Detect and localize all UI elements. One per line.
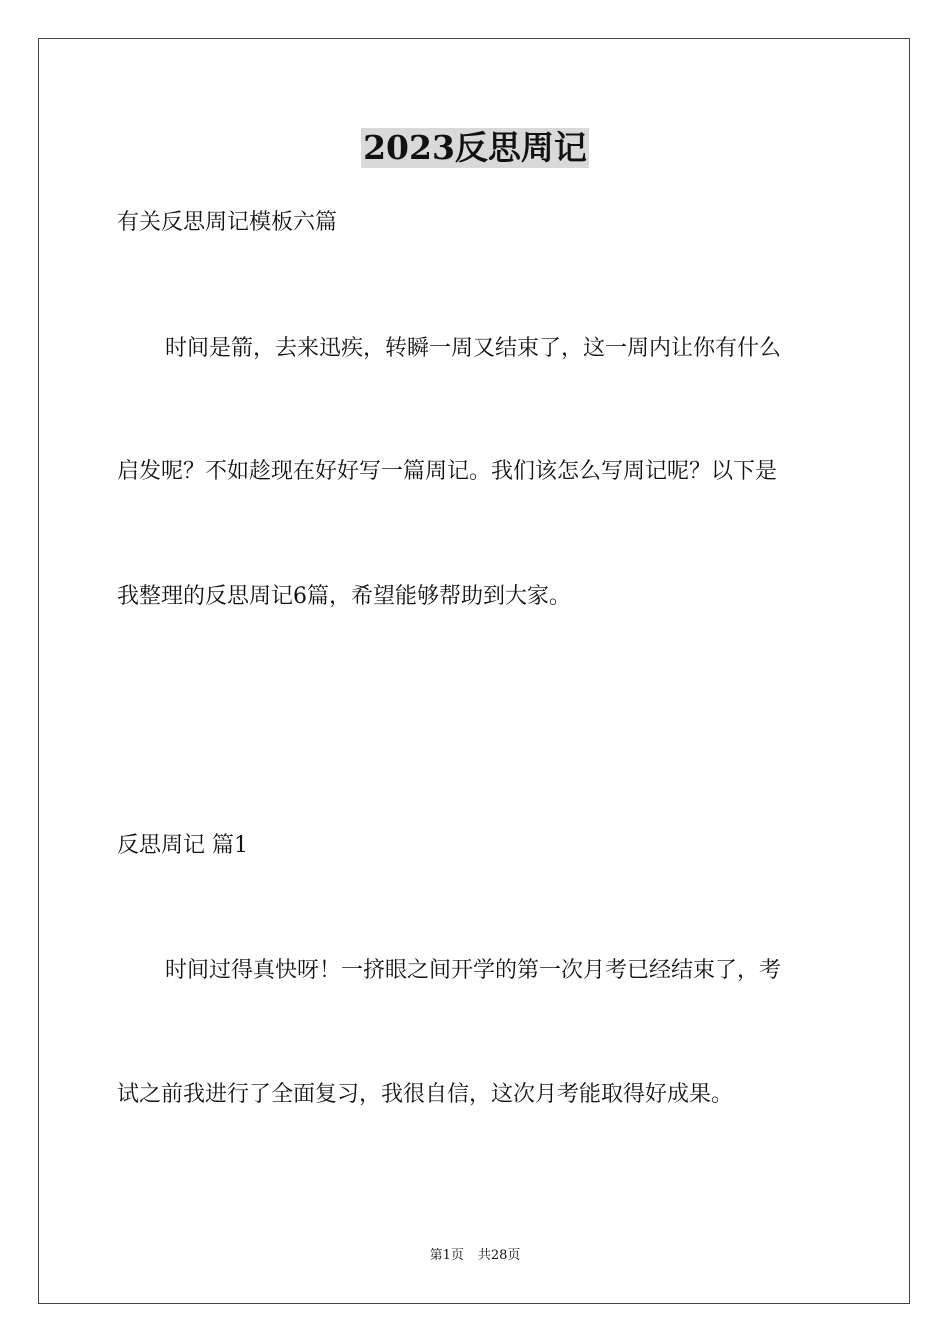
paragraph-line: 启发呢？不如趁现在好好写一篇周记。我们该怎么写周记呢？以下是 [117,459,778,484]
paragraph-line: 我整理的反思周记6篇，希望能够帮助到大家。 [117,584,571,609]
page-footer [0,1247,950,1265]
document-title: 2023反思周记 [363,128,587,167]
paragraph-line: 试之前我进行了全面复习，我很自信，这次月考能取得好成果。 [117,1082,734,1107]
subtitle-line: 有关反思周记模板六篇 [117,210,338,235]
title-container [0,128,950,168]
total-pages: 共28页 [477,1248,521,1263]
paragraph-line: 时间过得真快呀！一挤眼之间开学的第一次月考已经结束了，考 [165,958,782,983]
section-heading: 反思周记 篇1 [117,833,248,858]
page-number: 第1页 [429,1248,464,1263]
paragraph-line: 时间是箭，去来迅疾，转瞬一周又结束了，这一周内让你有什么 [165,336,782,361]
